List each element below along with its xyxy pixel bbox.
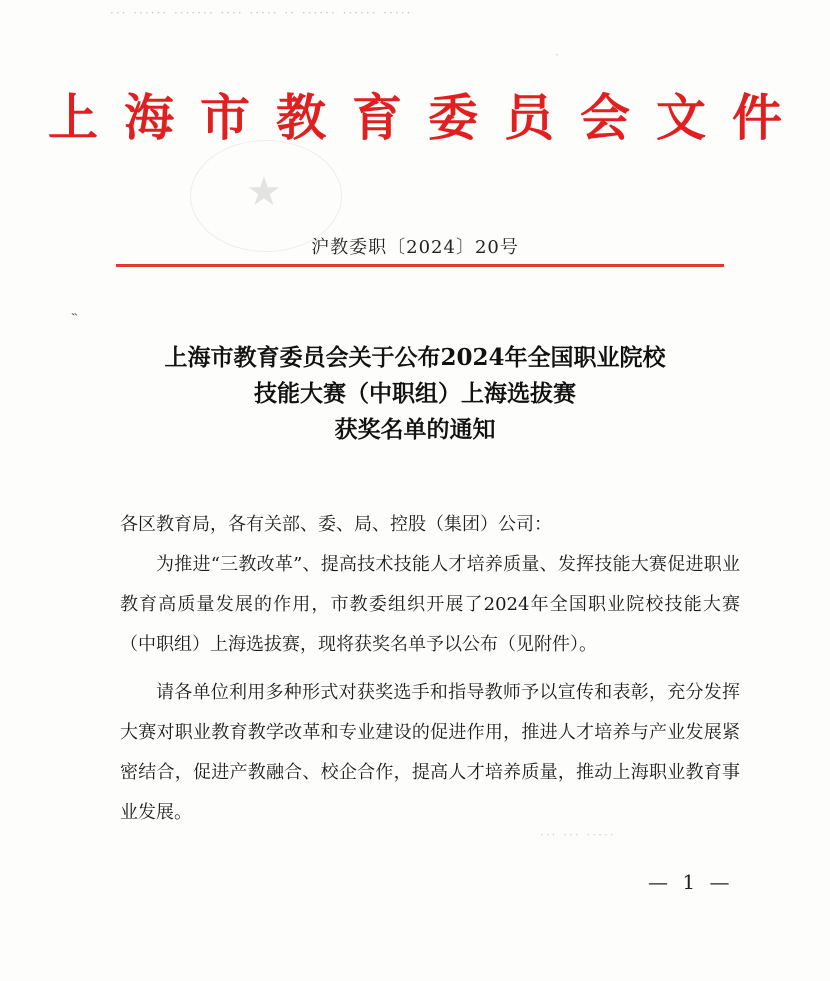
- page-number: — 1 —: [648, 870, 734, 894]
- paragraph-2: 请各单位利用多种形式对获奖选手和指导教师予以宣传和表彰，充分发挥大赛对职业教育教学改革和专业建设的促进作用，推进人才培养与产业发展紧密结合，促进产教融合、校企合作，提高人才培养质量，推动上海职业教育事业发展。: [120, 682, 740, 823]
- bleed-through-text: ··· ······ ······· ···· ····· ·· ······ ······ ·····: [110, 6, 413, 20]
- notice-body: [120, 505, 740, 833]
- title-line-1: 上海市教育委员会关于公布2024年全国职业院校: [164, 344, 666, 371]
- bleed-through-mark: ·: [555, 48, 559, 62]
- notice-title: [0, 340, 830, 448]
- star-icon: ★: [246, 169, 282, 215]
- title-line-3: 获奖名单的通知: [334, 416, 496, 443]
- red-divider-line: [116, 264, 724, 267]
- salutation: 各区教育局，各有关部、委、局、控股（集团）公司：: [120, 514, 552, 535]
- issuer-header-title: 上海市教育委员会文件: [48, 88, 808, 147]
- bleed-through-footer: ··· ··· ·····: [540, 828, 616, 842]
- title-line-2: 技能大赛（中职组）上海选拔赛: [254, 380, 576, 407]
- document-number: 沪教委职〔2024〕20号: [311, 237, 519, 258]
- stray-ink-mark: ˵: [72, 305, 77, 321]
- paragraph-1: 为推进“三教改革”、提高技术技能人才培养质量、发挥技能大赛促进职业教育高质量发展的作用，市教委组织开展了2024年全国职业院校技能大赛（中职组）上海选拔赛，现将获奖名单予以公布（见附件）。: [120, 554, 740, 655]
